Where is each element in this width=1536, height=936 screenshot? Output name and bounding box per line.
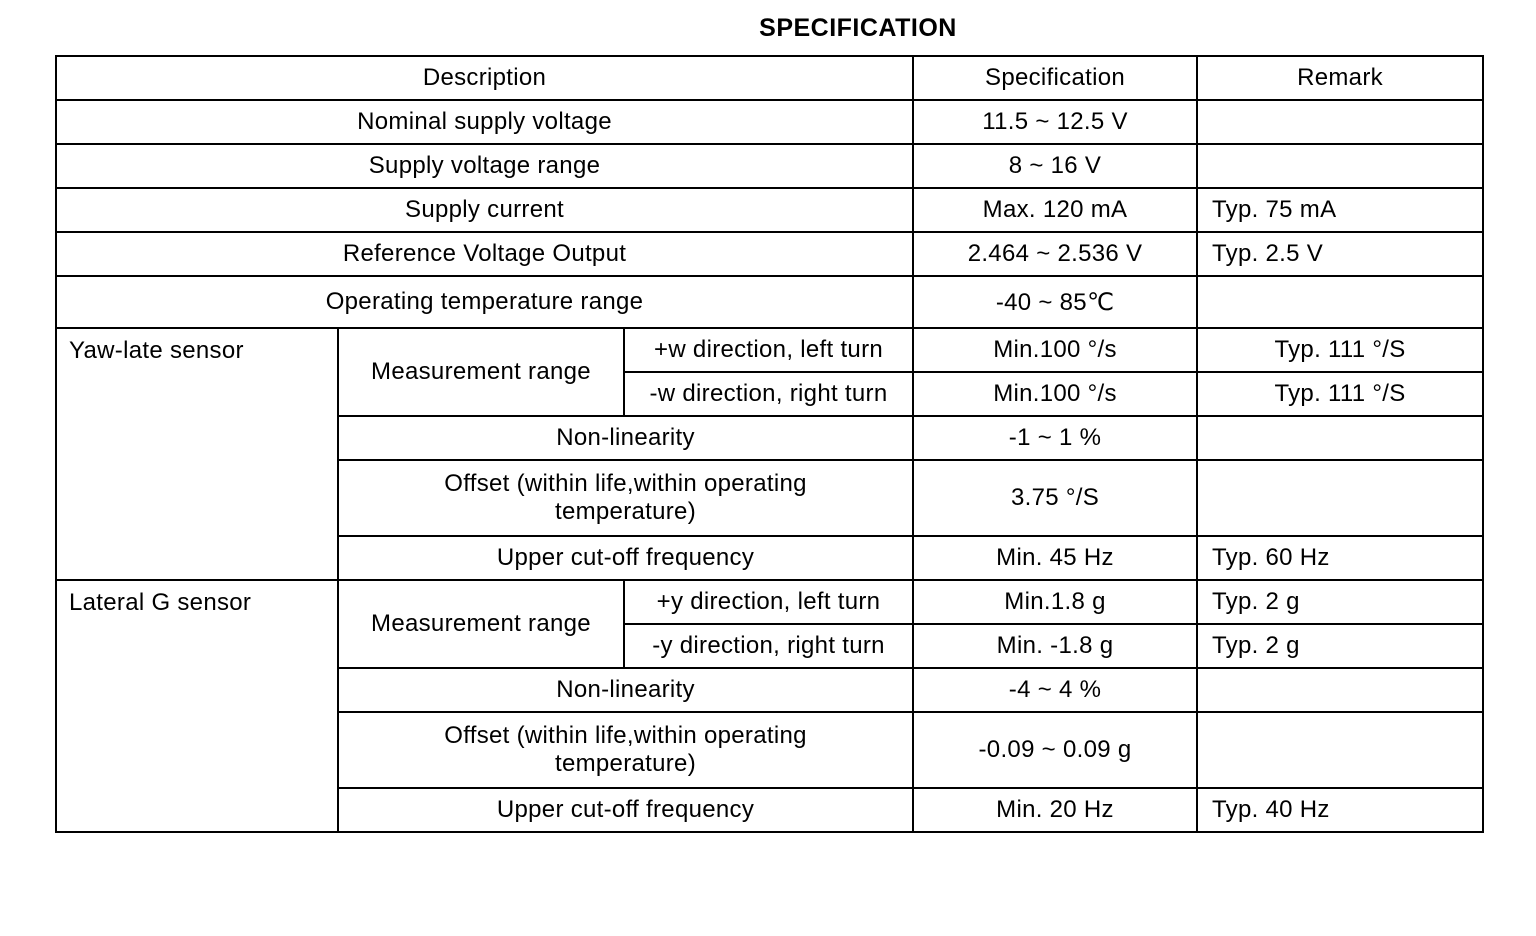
yaw-plus-spec: Min.100 °/s xyxy=(913,328,1197,372)
lateral-minus-spec: Min. -1.8 g xyxy=(913,624,1197,668)
lateral-nonlinearity-remark xyxy=(1197,668,1483,712)
header-specification: Specification xyxy=(913,56,1197,100)
lateral-plus-direction: +y direction, left turn xyxy=(624,580,913,624)
table-row xyxy=(56,100,1483,144)
row-specification: Max. 120 mA xyxy=(913,188,1197,232)
yaw-minus-direction: -w direction, right turn xyxy=(624,372,913,416)
yaw-nonlinearity-remark xyxy=(1197,416,1483,460)
row-remark xyxy=(1197,144,1483,188)
yaw-measurement-plus-row xyxy=(56,328,1483,372)
lateral-minus-remark: Typ. 2 g xyxy=(1197,624,1483,668)
row-description: Operating temperature range xyxy=(56,276,913,328)
lateral-offset-remark xyxy=(1197,712,1483,788)
specification-table xyxy=(55,55,1484,833)
row-specification: -40 ~ 85℃ xyxy=(913,276,1197,328)
yaw-offset-label xyxy=(338,460,913,536)
yaw-offset-line2: temperature) xyxy=(555,498,696,525)
lateral-nonlinearity-label: Non-linearity xyxy=(338,668,913,712)
lateral-cutoff-remark: Typ. 40 Hz xyxy=(1197,788,1483,832)
row-specification: 8 ~ 16 V xyxy=(913,144,1197,188)
row-specification: 2.464 ~ 2.536 V xyxy=(913,232,1197,276)
lateral-cutoff-label: Upper cut-off frequency xyxy=(338,788,913,832)
row-specification: 11.5 ~ 12.5 V xyxy=(913,100,1197,144)
yaw-offset-spec: 3.75 °/S xyxy=(913,460,1197,536)
lateral-nonlinearity-spec: -4 ~ 4 % xyxy=(913,668,1197,712)
yaw-plus-direction: +w direction, left turn xyxy=(624,328,913,372)
lateral-offset-spec: -0.09 ~ 0.09 g xyxy=(913,712,1197,788)
lateral-offset-line1: Offset (within life,within operating xyxy=(444,722,807,749)
row-remark: Typ. 75 mA xyxy=(1197,188,1483,232)
yaw-sensor-label: Yaw-late sensor xyxy=(56,328,338,580)
yaw-nonlinearity-spec: -1 ~ 1 % xyxy=(913,416,1197,460)
row-remark xyxy=(1197,276,1483,328)
yaw-minus-remark: Typ. 111 °/S xyxy=(1197,372,1483,416)
row-description: Supply current xyxy=(56,188,913,232)
row-description: Reference Voltage Output xyxy=(56,232,913,276)
table-row xyxy=(56,232,1483,276)
table-row xyxy=(56,144,1483,188)
yaw-cutoff-remark: Typ. 60 Hz xyxy=(1197,536,1483,580)
lateral-plus-remark: Typ. 2 g xyxy=(1197,580,1483,624)
row-remark: Typ. 2.5 V xyxy=(1197,232,1483,276)
yaw-minus-spec: Min.100 °/s xyxy=(913,372,1197,416)
lateral-measurement-range-label: Measurement range xyxy=(338,580,624,668)
lateral-offset-line2: temperature) xyxy=(555,750,696,777)
lateral-minus-direction: -y direction, right turn xyxy=(624,624,913,668)
row-remark xyxy=(1197,100,1483,144)
lateral-cutoff-spec: Min. 20 Hz xyxy=(913,788,1197,832)
table-row xyxy=(56,276,1483,328)
lateral-sensor-label: Lateral G sensor xyxy=(56,580,338,832)
header-description: Description xyxy=(56,56,913,100)
yaw-offset-line1: Offset (within life,within operating xyxy=(444,470,807,497)
header-remark: Remark xyxy=(1197,56,1483,100)
lateral-offset-label xyxy=(338,712,913,788)
yaw-offset-remark xyxy=(1197,460,1483,536)
lateral-measurement-plus-row xyxy=(56,580,1483,624)
yaw-plus-remark: Typ. 111 °/S xyxy=(1197,328,1483,372)
table-header-row xyxy=(56,56,1483,100)
row-description: Supply voltage range xyxy=(56,144,913,188)
yaw-nonlinearity-label: Non-linearity xyxy=(338,416,913,460)
lateral-plus-spec: Min.1.8 g xyxy=(913,580,1197,624)
table-row xyxy=(56,188,1483,232)
page-title: SPECIFICATION xyxy=(759,14,957,42)
yaw-measurement-range-label: Measurement range xyxy=(338,328,624,416)
yaw-cutoff-label: Upper cut-off frequency xyxy=(338,536,913,580)
yaw-cutoff-spec: Min. 45 Hz xyxy=(913,536,1197,580)
row-description: Nominal supply voltage xyxy=(56,100,913,144)
